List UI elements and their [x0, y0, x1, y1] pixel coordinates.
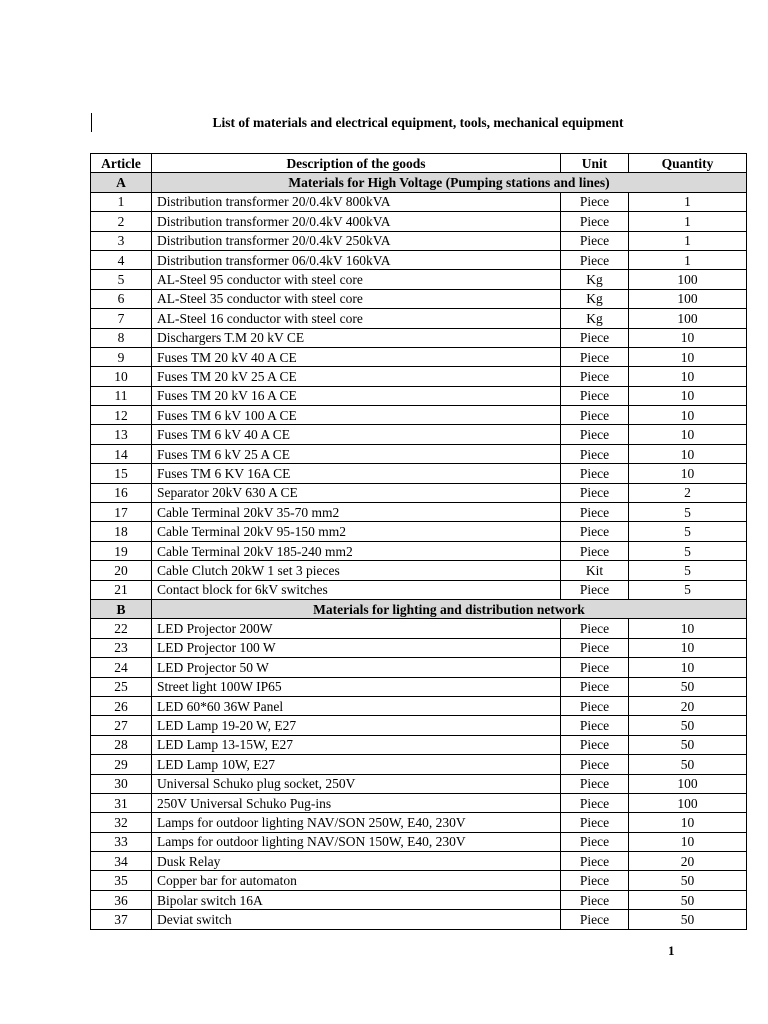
table-row [91, 483, 747, 502]
quantity-cell: 50 [629, 755, 747, 774]
article-cell: 31 [91, 793, 152, 812]
table-row [91, 774, 747, 793]
quantity-cell: 5 [629, 561, 747, 580]
header-quantity: Quantity [629, 154, 747, 173]
article-cell: 13 [91, 425, 152, 444]
article-cell: 11 [91, 386, 152, 405]
document-title: List of materials and electrical equipment, tools, mechanical equipment [212, 115, 624, 130]
description-cell: Cable Terminal 20kV 35-70 mm2 [152, 503, 561, 522]
description-cell: Fuses TM 20 kV 16 A CE [152, 386, 561, 405]
table-row [91, 871, 747, 890]
description-cell: Dusk Relay [152, 852, 561, 871]
description-cell: Distribution transformer 20/0.4kV 400kVA [152, 212, 561, 231]
unit-cell: Piece [561, 347, 629, 366]
article-cell: 36 [91, 890, 152, 909]
article-cell: 29 [91, 755, 152, 774]
article-cell: 24 [91, 658, 152, 677]
unit-cell: Piece [561, 832, 629, 851]
article-cell: 37 [91, 910, 152, 929]
table-row [91, 270, 747, 289]
quantity-cell: 100 [629, 793, 747, 812]
description-cell: Fuses TM 20 kV 40 A CE [152, 347, 561, 366]
table-row [91, 406, 747, 425]
quantity-cell: 5 [629, 522, 747, 541]
quantity-cell: 10 [629, 444, 747, 463]
unit-cell: Piece [561, 367, 629, 386]
description-cell: Dischargers T.M 20 kV CE [152, 328, 561, 347]
unit-cell: Piece [561, 755, 629, 774]
quantity-cell: 1 [629, 212, 747, 231]
table-row [91, 367, 747, 386]
unit-cell: Piece [561, 444, 629, 463]
quantity-cell: 50 [629, 677, 747, 696]
article-cell: 7 [91, 309, 152, 328]
table-row [91, 910, 747, 929]
description-cell: Cable Terminal 20kV 185-240 mm2 [152, 541, 561, 560]
unit-cell: Piece [561, 677, 629, 696]
description-cell: AL-Steel 35 conductor with steel core [152, 289, 561, 308]
unit-cell: Piece [561, 522, 629, 541]
quantity-cell: 10 [629, 832, 747, 851]
quantity-cell: 50 [629, 716, 747, 735]
article-cell: 22 [91, 619, 152, 638]
quantity-cell: 50 [629, 890, 747, 909]
unit-cell: Piece [561, 658, 629, 677]
table-row [91, 638, 747, 657]
quantity-cell: 1 [629, 192, 747, 211]
article-cell: 10 [91, 367, 152, 386]
description-cell: Deviat switch [152, 910, 561, 929]
table-row [91, 212, 747, 231]
table-row [91, 561, 747, 580]
quantity-cell: 10 [629, 638, 747, 657]
quantity-cell: 1 [629, 250, 747, 269]
quantity-cell: 2 [629, 483, 747, 502]
description-cell: Universal Schuko plug socket, 250V [152, 774, 561, 793]
table-body [91, 173, 747, 929]
unit-cell: Piece [561, 503, 629, 522]
unit-cell: Piece [561, 735, 629, 754]
article-cell: 18 [91, 522, 152, 541]
unit-cell: Piece [561, 212, 629, 231]
table-row [91, 658, 747, 677]
description-cell: 250V Universal Schuko Pug-ins [152, 793, 561, 812]
table-row [91, 522, 747, 541]
table-row [91, 580, 747, 599]
quantity-cell: 10 [629, 619, 747, 638]
article-cell: 23 [91, 638, 152, 657]
table-row [91, 890, 747, 909]
unit-cell: Piece [561, 250, 629, 269]
quantity-cell: 20 [629, 852, 747, 871]
unit-cell: Piece [561, 192, 629, 211]
quantity-cell: 50 [629, 735, 747, 754]
table-row [91, 289, 747, 308]
article-cell: 16 [91, 483, 152, 502]
unit-cell: Piece [561, 386, 629, 405]
article-cell: 17 [91, 503, 152, 522]
section-header-row [91, 599, 747, 618]
unit-cell: Piece [561, 541, 629, 560]
article-cell: 1 [91, 192, 152, 211]
description-cell: Lamps for outdoor lighting NAV/SON 250W, E40, 230V [152, 813, 561, 832]
unit-cell: Piece [561, 406, 629, 425]
section-letter: A [91, 173, 152, 192]
unit-cell: Piece [561, 696, 629, 715]
article-cell: 34 [91, 852, 152, 871]
description-cell: Fuses TM 6 kV 100 A CE [152, 406, 561, 425]
quantity-cell: 100 [629, 270, 747, 289]
table-row [91, 231, 747, 250]
unit-cell: Piece [561, 231, 629, 250]
description-cell: LED Projector 200W [152, 619, 561, 638]
article-cell: 12 [91, 406, 152, 425]
quantity-cell: 10 [629, 367, 747, 386]
table-row [91, 755, 747, 774]
quantity-cell: 50 [629, 910, 747, 929]
quantity-cell: 50 [629, 871, 747, 890]
table-row [91, 425, 747, 444]
unit-cell: Kg [561, 309, 629, 328]
unit-cell: Kg [561, 270, 629, 289]
table-row [91, 696, 747, 715]
article-cell: 19 [91, 541, 152, 560]
table-row [91, 503, 747, 522]
unit-cell: Piece [561, 871, 629, 890]
quantity-cell: 5 [629, 541, 747, 560]
article-cell: 9 [91, 347, 152, 366]
table-row [91, 793, 747, 812]
table-row [91, 464, 747, 483]
table-row [91, 541, 747, 560]
table-row [91, 619, 747, 638]
table-row [91, 444, 747, 463]
description-cell: LED 60*60 36W Panel [152, 696, 561, 715]
quantity-cell: 1 [629, 231, 747, 250]
unit-cell: Piece [561, 910, 629, 929]
article-cell: 28 [91, 735, 152, 754]
quantity-cell: 10 [629, 347, 747, 366]
page-number: 1 [668, 943, 675, 958]
unit-cell: Piece [561, 483, 629, 502]
header-unit: Unit [561, 154, 629, 173]
header-description: Description of the goods [152, 154, 561, 173]
article-cell: 4 [91, 250, 152, 269]
unit-cell: Piece [561, 813, 629, 832]
article-cell: 15 [91, 464, 152, 483]
description-cell: Lamps for outdoor lighting NAV/SON 150W, E40, 230V [152, 832, 561, 851]
article-cell: 25 [91, 677, 152, 696]
quantity-cell: 10 [629, 813, 747, 832]
article-cell: 20 [91, 561, 152, 580]
materials-table [90, 153, 747, 930]
description-cell: LED Lamp 13-15W, E27 [152, 735, 561, 754]
article-cell: 3 [91, 231, 152, 250]
table-row [91, 328, 747, 347]
table-row [91, 735, 747, 754]
article-cell: 8 [91, 328, 152, 347]
unit-cell: Kg [561, 289, 629, 308]
description-cell: AL-Steel 95 conductor with steel core [152, 270, 561, 289]
description-cell: Distribution transformer 20/0.4kV 250kVA [152, 231, 561, 250]
section-letter: B [91, 599, 152, 618]
article-cell: 35 [91, 871, 152, 890]
description-cell: AL-Steel 16 conductor with steel core [152, 309, 561, 328]
unit-cell: Piece [561, 793, 629, 812]
table-row [91, 347, 747, 366]
header-article: Article [91, 154, 152, 173]
unit-cell: Piece [561, 638, 629, 657]
table-row [91, 309, 747, 328]
quantity-cell: 10 [629, 658, 747, 677]
article-cell: 33 [91, 832, 152, 851]
article-cell: 6 [91, 289, 152, 308]
article-cell: 14 [91, 444, 152, 463]
unit-cell: Piece [561, 619, 629, 638]
quantity-cell: 100 [629, 774, 747, 793]
quantity-cell: 100 [629, 309, 747, 328]
description-cell: Fuses TM 6 kV 25 A CE [152, 444, 561, 463]
quantity-cell: 5 [629, 580, 747, 599]
quantity-cell: 10 [629, 406, 747, 425]
unit-cell: Piece [561, 774, 629, 793]
description-cell: LED Projector 100 W [152, 638, 561, 657]
description-cell: Bipolar switch 16A [152, 890, 561, 909]
section-title: Materials for lighting and distribution network [152, 599, 747, 618]
description-cell: Distribution transformer 20/0.4kV 800kVA [152, 192, 561, 211]
unit-cell: Kit [561, 561, 629, 580]
table-header-row [91, 154, 747, 173]
article-cell: 27 [91, 716, 152, 735]
description-cell: Distribution transformer 06/0.4kV 160kVA [152, 250, 561, 269]
description-cell: Contact block for 6kV switches [152, 580, 561, 599]
description-cell: LED Lamp 19-20 W, E27 [152, 716, 561, 735]
section-header-row [91, 173, 747, 192]
section-title: Materials for High Voltage (Pumping stations and lines) [152, 173, 747, 192]
table-row [91, 852, 747, 871]
unit-cell: Piece [561, 716, 629, 735]
description-cell: LED Lamp 10W, E27 [152, 755, 561, 774]
article-cell: 32 [91, 813, 152, 832]
unit-cell: Piece [561, 425, 629, 444]
quantity-cell: 5 [629, 503, 747, 522]
quantity-cell: 10 [629, 425, 747, 444]
description-cell: Copper bar for automaton [152, 871, 561, 890]
unit-cell: Piece [561, 852, 629, 871]
article-cell: 26 [91, 696, 152, 715]
table-row [91, 716, 747, 735]
quantity-cell: 100 [629, 289, 747, 308]
unit-cell: Piece [561, 328, 629, 347]
table-row [91, 250, 747, 269]
table-row [91, 192, 747, 211]
article-cell: 21 [91, 580, 152, 599]
description-cell: Fuses TM 6 KV 16A CE [152, 464, 561, 483]
article-cell: 30 [91, 774, 152, 793]
description-cell: Fuses TM 20 kV 25 A CE [152, 367, 561, 386]
quantity-cell: 20 [629, 696, 747, 715]
quantity-cell: 10 [629, 386, 747, 405]
description-cell: Cable Clutch 20kW 1 set 3 pieces [152, 561, 561, 580]
description-cell: LED Projector 50 W [152, 658, 561, 677]
unit-cell: Piece [561, 890, 629, 909]
table-row [91, 386, 747, 405]
description-cell: Street light 100W IP65 [152, 677, 561, 696]
quantity-cell: 10 [629, 464, 747, 483]
unit-cell: Piece [561, 464, 629, 483]
article-cell: 5 [91, 270, 152, 289]
table-row [91, 832, 747, 851]
table-row [91, 813, 747, 832]
description-cell: Fuses TM 6 kV 40 A CE [152, 425, 561, 444]
description-cell: Cable Terminal 20kV 95-150 mm2 [152, 522, 561, 541]
article-cell: 2 [91, 212, 152, 231]
description-cell: Separator 20kV 630 A CE [152, 483, 561, 502]
table-row [91, 677, 747, 696]
unit-cell: Piece [561, 580, 629, 599]
quantity-cell: 10 [629, 328, 747, 347]
